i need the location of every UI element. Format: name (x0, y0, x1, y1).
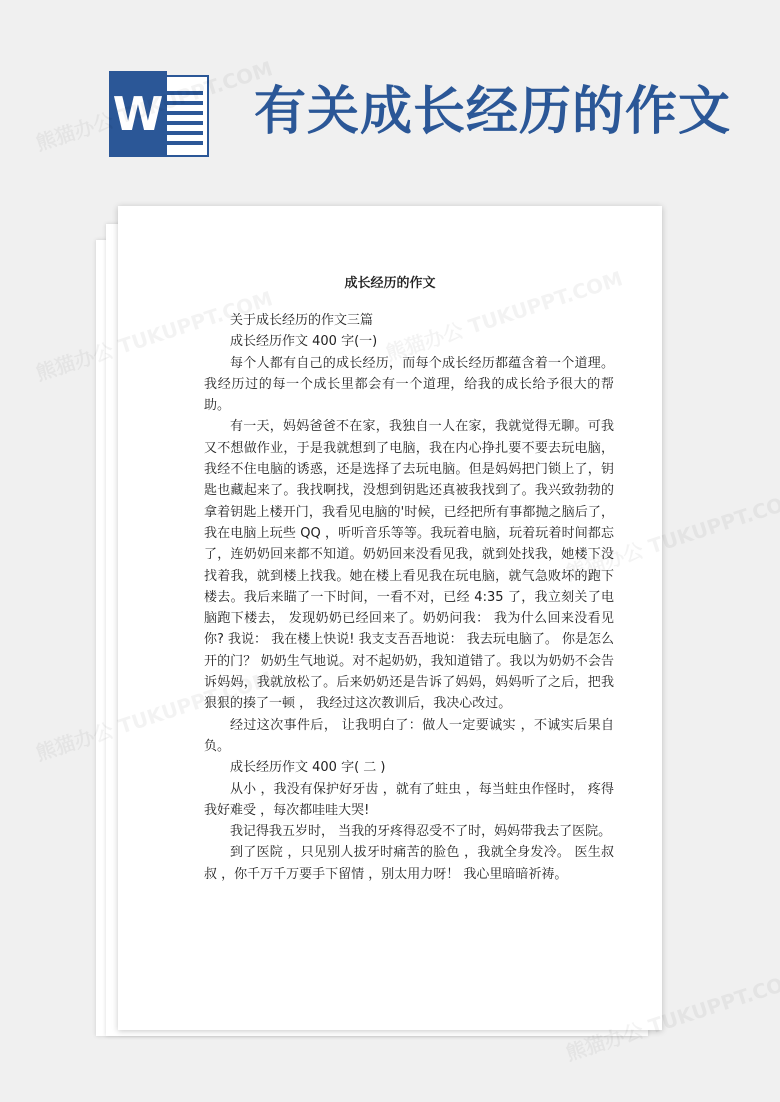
word-icon-line (161, 101, 203, 105)
body-paragraph: 经过这次事件后， 让我明白了：做人一定要诚实 ，不诚实后果自负。 (204, 717, 614, 754)
page-title: 有关成长经历的作文 (254, 81, 732, 142)
word-icon-line (161, 111, 203, 115)
word-icon-line (161, 121, 203, 125)
body-paragraph: 每个人都有自己的成长经历，而每个成长经历都蕴含着一个道理。我经历过的每一个成长里都会有一个道理，给我的成长给予很大的帮助。 (204, 355, 614, 414)
body-paragraph: 从小 ，我没有保护好牙齿 ，就有了蛀虫 ，每当蛀虫作怪时， 疼得我好难受 ，每次都哇哇大哭! (204, 781, 614, 818)
subtitle-paragraph: 关于成长经历的作文三篇 (230, 313, 374, 328)
body-paragraph: 我记得我五岁时， 当我的牙疼得忍受不了时，妈妈带我去了医院。 (230, 824, 612, 840)
document-body (204, 310, 614, 885)
body-paragraph: 到了医院 ，只见别人拔牙时痛苦的脸色 ，我就全身发冷。 医生叔叔 ，你千万千万要手下留情 ，别太用力呀！ 我心里暗暗祈祷。 (204, 845, 614, 882)
body-paragraph: 有一天，妈妈爸爸不在家，我独自一人在家，我就觉得无聊。可我又不想做作业，于是我就想到了电脑，我在内心挣扎要不要去玩电脑，我经不住电脑的诱惑，还是选择了去玩电脑。但是妈妈把门锁上了，钥匙也藏起来了。我找啊找，没想到钥匙还真被我找到了。我兴致勃勃的拿着钥匙上楼开门，我看见电脑的'时候，已经把所有事都抛之脑后了，我在电脑上玩些 QQ ，听听音乐等等。我玩着电脑，玩着玩着时间都忘了，连奶奶回来都不知道。奶奶回来没看见我，就到处找我，她楼下没找着我，就到楼上找我。她在楼上看见我在玩电脑，就气急败坏的跑下楼去。我后来瞄了一下时间，一看不对，已经 4:35 了，我立刻关了电脑跑下楼去， 发现奶奶已经回来了。奶奶问我： 我为什么回来没看见你? 我说： 我在楼上快说! 我支支吾吾地说： 我去玩电脑了。 你是怎么开的门？ 奶奶生气地说。对不起奶奶，我知道错了。我以为奶奶不会告诉妈妈，我就放松了。后来奶奶还是告诉了妈妈，妈妈听了之后，把我狠狠的揍了一顿 ， 我经过这次教训后，我决心改过。 (204, 419, 614, 712)
section-heading-two: 成长经历作文 400 字( 二 ) (230, 760, 386, 776)
word-document-icon (109, 71, 213, 157)
header-banner (0, 0, 780, 200)
section-heading-one: 成长经历作文 400 字(一) (230, 334, 378, 350)
word-icon-line (161, 91, 203, 95)
document-page (118, 206, 662, 1030)
word-icon-line (161, 131, 203, 135)
document-title: 成长经历的作文 (344, 276, 436, 291)
word-icon-line (161, 141, 203, 145)
word-icon-letter: W (109, 71, 167, 157)
